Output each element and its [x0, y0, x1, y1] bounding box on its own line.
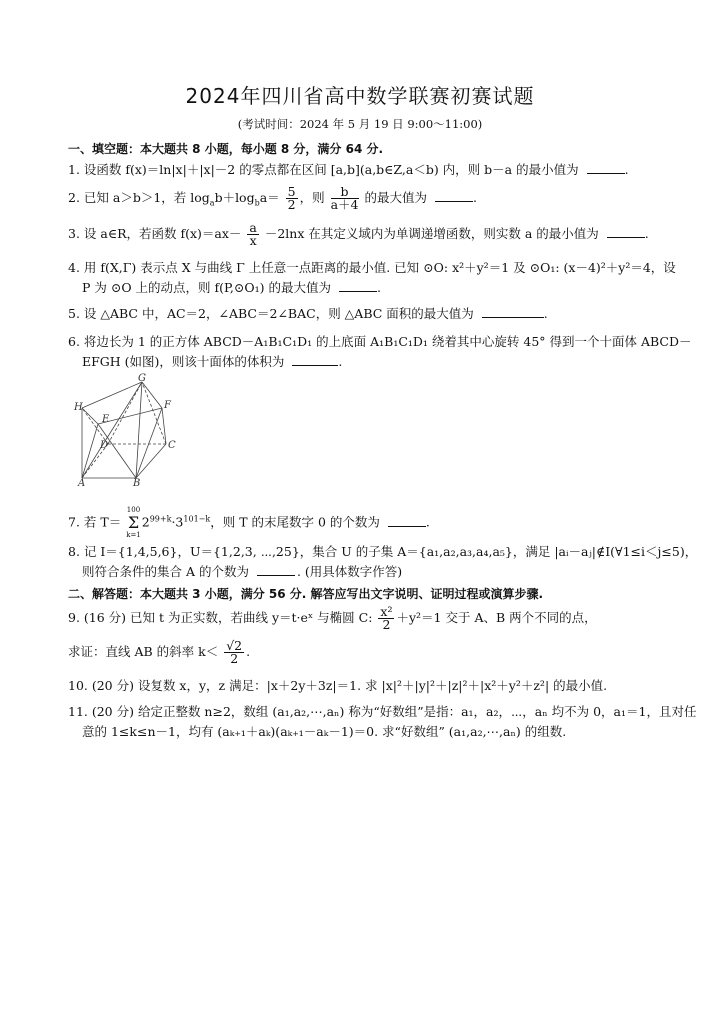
question-4-line-2: P 为 ⊙O 上的动点，则 f(P,⊙O₁) 的最大值为 .: [82, 280, 381, 295]
question-7: 7. 若 T＝ 100 Σ k=1 $2^{99+k}\cdot 3^{101-k}$，则 T 的末尾数字 0 的个数为 .: [68, 506, 430, 539]
sum-upper-limit: 100: [126, 506, 141, 514]
vertex-label-f: F: [164, 400, 171, 411]
question-8-text-a: 则符合条件的集合 A 的个数为: [82, 564, 249, 579]
vertex-label-d: D: [100, 440, 109, 451]
question-7-base-2: 2: [141, 514, 150, 530]
question-5-text: 5. 设 △ABC 中，AC＝2，∠ABC＝2∠BAC，则 △ABC 面积的最大值为: [68, 306, 474, 321]
vertex-label-a: A: [78, 478, 86, 488]
page-title: 2024年四川省高中数学联赛初赛试题: [185, 84, 535, 108]
question-11-line-1: 11. (20 分) 给定正整数 n≥2，数组 (a₁,a₂,⋯,aₙ) 称为“好数组”是指：a₁，a₂，⋯，aₙ 均不为 0，a₁＝1，且对任: [68, 704, 697, 719]
sigma-icon: Σ: [127, 513, 140, 532]
decahedron-figure: [70, 372, 190, 488]
question-2-text-c: a＝: [259, 190, 280, 205]
question-9-text-b: ＋y²＝1 交于 A、B 两个不同的点，: [396, 610, 597, 625]
question-8-line-1: 8. 记 I＝{1,4,5,6}，U＝{1,2,3, ⋯,25}，集合 U 的子集 A＝{a₁,a₂,a₃,a₄,a₅}，满足 |aᵢ－aⱼ|∉I(∀1≤i＜j≤5)，: [68, 544, 698, 559]
vertex-label-e: E: [102, 414, 110, 425]
question-9-fraction: [378, 606, 394, 631]
question-2-text-a: 2. 已知 a＞b＞1，若 log: [68, 190, 210, 205]
question-2-text-e: 的最大值为: [364, 190, 428, 205]
sum-lower-limit: k=1: [126, 531, 141, 539]
fraction-denominator: 2: [287, 197, 296, 212]
section-solution-header: 二、解答题：本大题共 3 小题，满分 56 分. 解答应写出文字说明、证明过程或演算步骤.: [68, 587, 544, 601]
question-1-text: 1. 设函数 f(x)＝ln|x|＋|x|－2 的零点都在区间 [a,b](a,b∈Z,a＜b) 内，则 b－a 的最小值为: [68, 162, 579, 177]
question-7-exponent-1: 99+k: [149, 514, 172, 524]
answer-blank-7: [388, 516, 426, 527]
answer-blank-8: [257, 565, 295, 576]
question-10: 10. (20 分) 设复数 x，y，z 满足：|x＋2y＋3z|＝1. 求 |x|²＋|y|²＋|z|²＋|x²＋y²＋z²| 的最小值.: [68, 678, 608, 693]
question-9-line-2: [68, 640, 250, 665]
question-7-text-d: ，则 T 的末尾数字 0 的个数为: [210, 514, 380, 530]
fraction-numerator: x²: [380, 604, 393, 619]
fraction-denominator: 2: [382, 617, 391, 632]
section-fill-in-header: 一、填空题：本大题共 8 小题，每小题 8 分，满分 64 分.: [68, 142, 384, 156]
fraction-denominator: 2: [230, 651, 239, 666]
fraction-numerator: a: [249, 220, 257, 235]
question-4-text: P 为 ⊙O 上的动点，则 f(P,⊙O₁) 的最大值为: [82, 280, 331, 295]
question-6-text: EFGH (如图)，则该十面体的体积为: [82, 354, 285, 369]
vertex-label-h: H: [74, 402, 83, 413]
fraction-denominator: a＋4: [330, 197, 359, 212]
exam-time: (考试时间：2024 年 5 月 19 日 9:00～11:00): [237, 117, 483, 131]
question-2-text-d: ，则: [299, 190, 325, 205]
question-7-text-a: 7. 若 T＝: [68, 514, 122, 530]
answer-blank-6: [292, 355, 338, 366]
question-6-line-1: 6. 将边长为 1 的正方体 ABCD－A₁B₁C₁D₁ 的上底面 A₁B₁C₁D₁ 绕着其中心旋转 45° 得到一个十面体 ABCD－: [68, 334, 692, 349]
fraction-numerator: b: [331, 186, 359, 199]
answer-blank-5: [482, 307, 544, 318]
question-3-fraction: [247, 222, 258, 247]
question-6-line-2: EFGH (如图)，则该十面体的体积为 .: [82, 354, 343, 369]
question-3: 3. 设 a∈R，若函数 f(x)＝ax－ $\frac{a}{x}$ －2lnx 在其定义域内为单调递增函数，则实数 a 的最小值为 .: [68, 220, 649, 248]
fraction-numerator: √2: [226, 638, 243, 653]
question-9-fraction-2: [224, 640, 244, 665]
question-2-text-b: b＋log: [214, 190, 255, 205]
vertex-label-b: B: [133, 478, 141, 488]
question-9-text-c: 求证：直线 AB 的斜率 k＜: [68, 644, 219, 659]
answer-blank-3: [607, 227, 645, 238]
question-8-line-2: [82, 562, 402, 580]
question-11-line-2: 意的 1≤k≤n－1，均有 (aₖ₊₁＋aₖ)(aₖ₊₁－aₖ－1)＝0. 求“好数组” (a₁,a₂,⋯,aₙ) 的组数.: [82, 724, 567, 739]
answer-blank-4: [339, 281, 377, 292]
question-9-line-1: [68, 606, 597, 631]
question-2: 2. 已知 a＞b＞1，若 $\log_ab+\log_ba=$ $\frac{5}{2}$ ，则 $\frac{b}{a+4}$ 的最大值为 .: [68, 184, 477, 212]
question-7-exponent-2: 101−k: [183, 514, 211, 524]
question-4-line-1: 4. 用 f(X,Γ) 表示点 X 与曲线 Γ 上任意一点距离的最小值. 已知 ⊙O: x²＋y²＝1 及 ⊙O₁: (x－4)²＋y²＝4，设: [68, 260, 676, 275]
question-7-base-3: ·3: [171, 514, 184, 530]
answer-blank-2: [435, 191, 473, 202]
question-8-text-b: . (用具体数字作答): [296, 564, 403, 579]
question-3-text-b: －2lnx 在其定义域内为单调递增函数，则实数 a 的最小值为: [264, 226, 599, 241]
vertex-label-g: G: [138, 373, 146, 384]
question-9-text-d: .: [246, 644, 251, 659]
question-2-fraction: [286, 186, 298, 211]
fraction-numerator: 5: [287, 184, 296, 199]
question-3-text-a: 3. 设 a∈R，若函数 f(x)＝ax－: [68, 226, 242, 241]
answer-blank-1: [587, 163, 625, 174]
question-2-fraction-2: [331, 186, 359, 211]
summation: [126, 506, 141, 540]
question-9-text-a: 9. (16 分) 已知 t 为正实数，若曲线 y＝t·eˣ 与椭圆 C:: [68, 610, 373, 625]
fraction-denominator: x: [249, 233, 257, 248]
vertex-label-c: C: [168, 440, 176, 451]
question-1: 1. 设函数 f(x)＝ln|x|＋|x|－2 的零点都在区间 [a,b](a,b∈Z,a＜b) 内，则 b－a 的最小值为 .: [68, 162, 629, 177]
question-5: 5. 设 △ABC 中，AC＝2，∠ABC＝2∠BAC，则 △ABC 面积的最大值为 .: [68, 306, 548, 321]
